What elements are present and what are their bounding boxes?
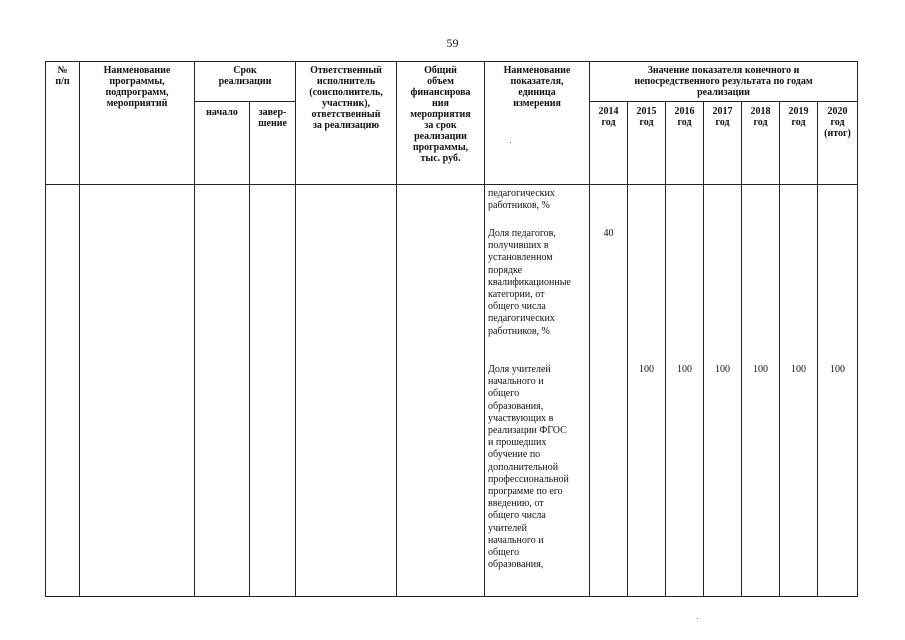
row3-value-2018: 100 [753, 364, 768, 375]
row2-value-2014: 40 [603, 228, 614, 239]
col-border-2018 [741, 101, 742, 597]
header-year-2020: 2020 год (итог) [824, 106, 851, 139]
header-year-2018: 2018 год [750, 106, 771, 128]
header-name: Наименование программы, подпрограмм, мероприятий [103, 65, 171, 109]
table-bottom-border [45, 596, 858, 597]
scan-mark [697, 618, 698, 619]
row3-value-2017: 100 [715, 364, 730, 375]
col-border-2020 [817, 101, 818, 597]
col-border-left [45, 61, 46, 597]
header-values-group: Значение показателя конечного и непосредственного результата по годам реализации [634, 65, 813, 98]
header-responsible: Ответственный исполнитель (соисполнитель, участник), ответственный за реализацию [309, 65, 383, 131]
term-subheader-line [194, 101, 295, 102]
table-top-border [45, 61, 858, 62]
row3-value-2016: 100 [677, 364, 692, 375]
header-year-2017: 2017 год [712, 106, 733, 128]
page-number: 59 [446, 36, 459, 50]
header-year-2019: 2019 год [788, 106, 809, 128]
row3-value-2020: 100 [830, 364, 845, 375]
header-term-start: начало [206, 107, 238, 118]
header-term-end: завер- шение [258, 107, 287, 129]
header-year-2014: 2014 год [598, 106, 619, 128]
header-num: № п/п [55, 65, 70, 87]
indicator-text-2: Доля педагогов, получивших в установленном порядке квалификационные категории, от общего числа педагогических работников, % [488, 228, 571, 337]
col-border-name [79, 61, 80, 597]
row3-value-2015: 100 [639, 364, 654, 375]
header-indicator: Наименование показателя, единица измерения [503, 65, 571, 109]
col-border-right [857, 61, 858, 597]
row3-value-2019: 100 [791, 364, 806, 375]
indicator-text-3: Доля учителей начального и общего образования, участвующих в реализации ФГОС и прошедших обучение по дополнительной профессиональной программе по его введению, от общего числа учителей начального и общего образования, [488, 364, 569, 571]
header-term: Срок реализации [218, 65, 272, 87]
scan-mark [510, 142, 511, 143]
col-border-responsible [295, 61, 296, 597]
indicator-text-1: педагогических работников, % [488, 188, 555, 212]
header-funding: Общий объем финансирова ния мероприятия за срок реализации программы, тыс. руб. [410, 65, 471, 164]
col-border-term [194, 61, 195, 597]
header-year-2015: 2015 год [636, 106, 657, 128]
header-bottom-line [45, 184, 858, 185]
col-border-2019 [779, 101, 780, 597]
col-border-2017 [703, 101, 704, 597]
header-year-2016: 2016 год [674, 106, 695, 128]
col-border-2015 [627, 101, 628, 597]
col-border-term-mid [249, 101, 250, 597]
col-border-2016 [665, 101, 666, 597]
